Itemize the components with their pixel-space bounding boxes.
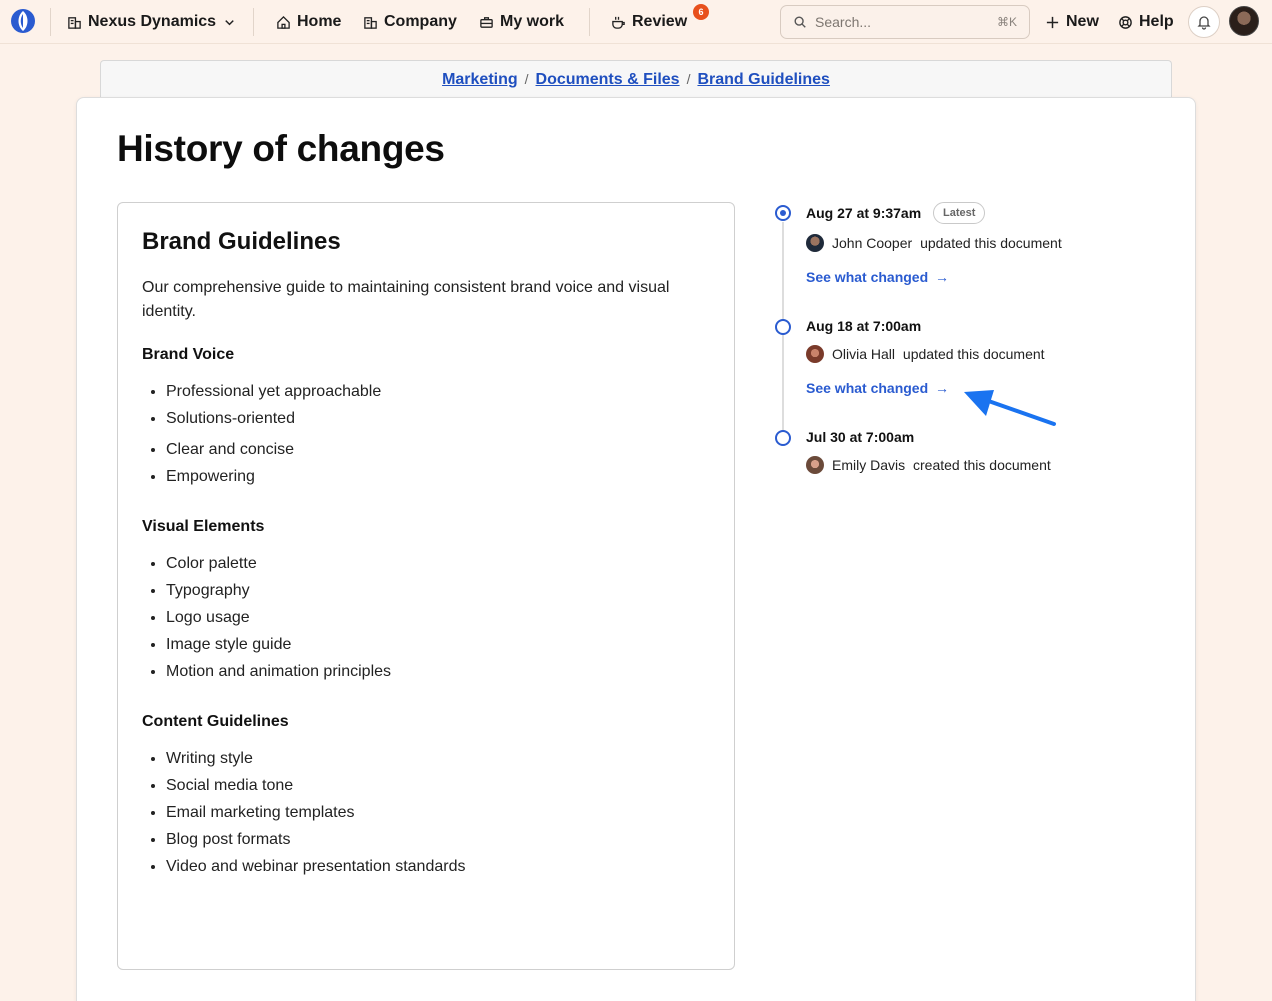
list-item: • Empowering [166,463,710,490]
nav-my-work[interactable] [479,10,564,34]
timeline-user-name: Olivia Hall [832,346,899,362]
nav-home-label: Home [297,13,342,30]
new-button[interactable] [1045,10,1099,34]
section-heading: Content Guidelines [142,713,289,730]
timeline-user-name: John Cooper [832,235,917,251]
arrow-right-icon: → [935,269,950,285]
nav-review-label: Review [632,13,688,30]
new-button-label: New [1066,13,1099,30]
help-button[interactable] [1118,10,1174,34]
timeline-action: updated this document [920,235,1062,251]
timeline-entry-user [806,345,1045,363]
list-item: • Writing style [166,745,710,772]
timeline-dot [775,319,791,335]
list-item: • Blog post formats [166,826,710,853]
top-navigation-bar [0,0,1272,44]
timeline-entry-user [806,234,1062,252]
timeline-date: Aug 18 at 7:00am [806,318,922,334]
timeline-action: updated this document [902,346,1045,362]
list-item: • Social media tone [166,772,710,799]
document-intro: Our comprehensive guide to maintaining consistent brand voice and visual identity. [142,279,670,320]
help-lifebuoy-icon [1118,15,1133,30]
list-item: • Typography [166,577,710,604]
coffee-cup-icon [611,15,626,30]
search-shortcut: ⌘K [996,15,1017,29]
timeline-action: created this document [913,457,1051,473]
see-what-changed-link[interactable] [806,269,949,285]
help-button-label: Help [1139,13,1174,30]
divider [589,8,590,36]
see-what-changed-label: See what changed [806,380,929,396]
arrow-right-icon: → [935,380,950,396]
avatar [806,456,824,474]
see-what-changed-link[interactable] [806,380,949,396]
latest-badge: Latest [933,202,985,224]
document-title: Brand Guidelines [142,228,341,255]
review-count-badge: 6 [693,4,709,20]
divider [50,8,51,36]
section-heading: Visual Elements [142,518,265,535]
nav-company[interactable] [363,10,457,34]
nav-company-label: Company [384,13,457,30]
section-list [142,745,710,880]
list-item: • Motion and animation principles [166,658,710,685]
home-icon [276,15,291,30]
plus-icon [1045,15,1060,30]
divider [253,8,254,36]
nav-my-work-label: My work [500,13,565,30]
section-heading: Brand Voice [142,346,235,363]
breadcrumb-link-brand-guidelines[interactable]: Brand Guidelines [697,71,830,88]
app-logo-icon[interactable] [10,8,36,34]
chevron-down-icon [222,15,237,30]
list-item: • Email marketing templates [166,799,710,826]
list-item: • Color palette [166,550,710,577]
breadcrumb-link-documents-files[interactable]: Documents & Files [535,71,680,88]
document-preview [117,202,735,970]
avatar [806,234,824,252]
list-item: • Professional yet approachable [166,378,710,405]
list-item: • Solutions-oriented [166,405,710,432]
list-item: • Image style guide [166,631,710,658]
timeline-entry-user [806,456,1051,474]
breadcrumb [0,71,1272,89]
org-switcher[interactable] [67,10,237,34]
nav-review[interactable] [611,10,687,34]
notifications-button[interactable] [1188,6,1220,38]
see-what-changed-label: See what changed [806,269,929,285]
org-name: Nexus Dynamics [88,13,217,30]
section-list [142,378,710,490]
bell-icon [1196,14,1212,30]
timeline-user-name: Emily Davis [832,457,910,473]
list-item: • Clear and concise [166,436,710,463]
timeline-dot-current [775,205,791,221]
timeline-date: Jul 30 at 7:00am [806,429,915,445]
annotation-arrow-icon [958,386,1062,432]
list-item: • Logo usage [166,604,710,631]
page-title: History of changes [117,128,445,169]
breadcrumb-link-marketing[interactable]: Marketing [442,71,518,88]
building-icon [67,15,82,30]
building-icon [363,15,378,30]
search-placeholder: Search... [815,14,872,30]
user-avatar[interactable] [1229,6,1259,36]
section-list [142,550,710,685]
breadcrumb-separator: / [686,71,691,87]
briefcase-icon [479,15,494,30]
search-icon [793,15,807,29]
timeline-date: Aug 27 at 9:37am [806,205,922,221]
nav-home[interactable] [276,10,341,34]
breadcrumb-separator: / [524,71,529,87]
search-input[interactable] [780,5,1030,39]
list-item: • Video and webinar presentation standards [166,853,710,880]
timeline-dot [775,430,791,446]
avatar [806,345,824,363]
